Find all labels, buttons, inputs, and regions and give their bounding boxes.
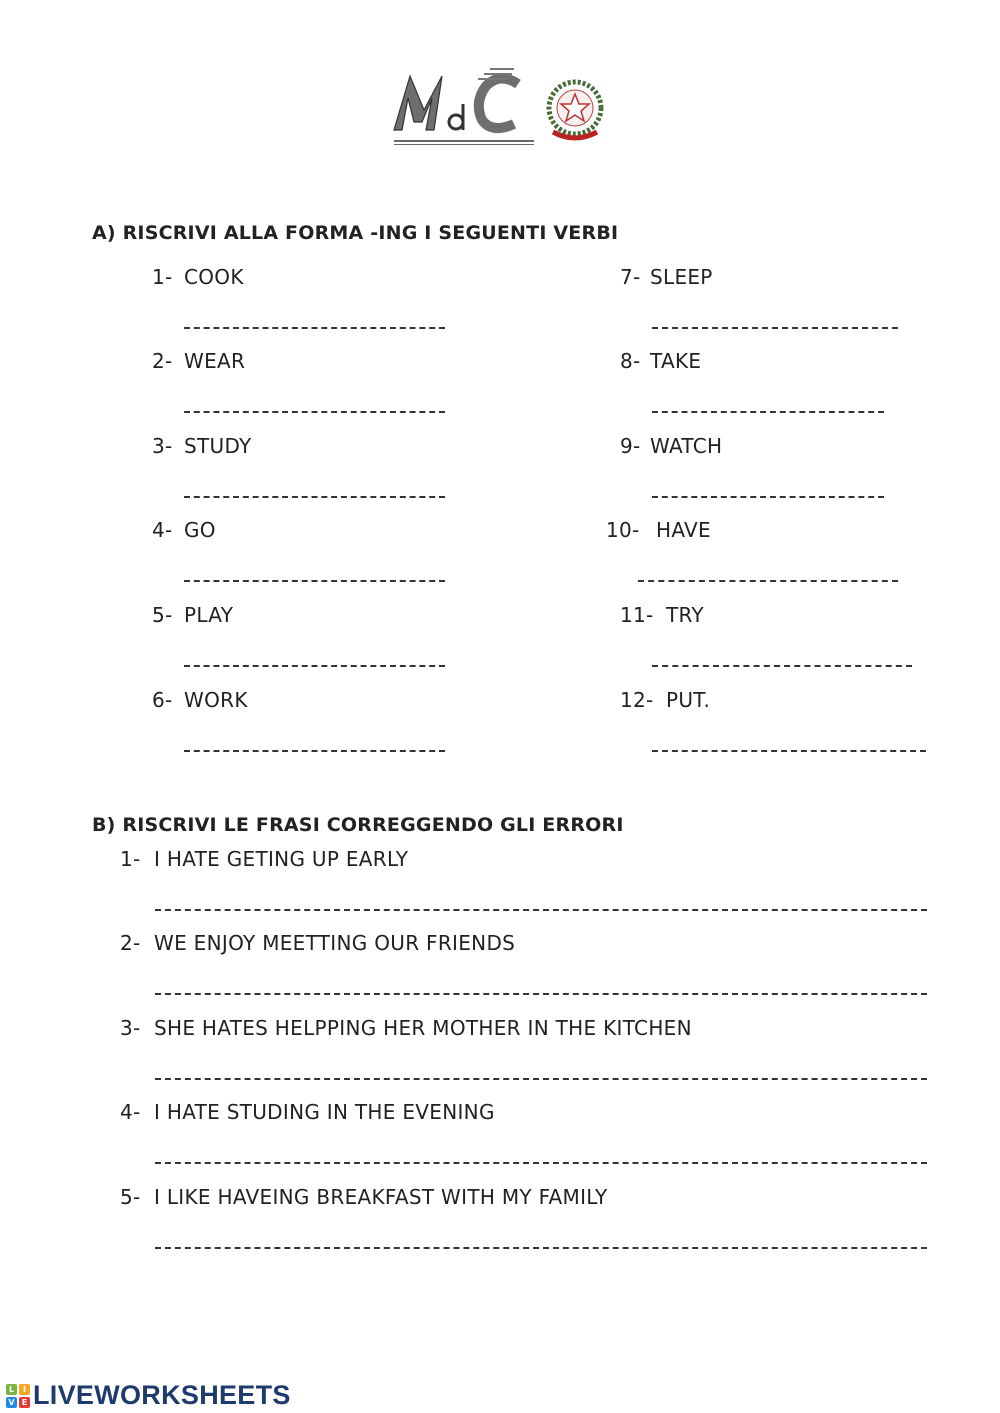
answer-field[interactable] (184, 580, 445, 582)
answer-field[interactable] (652, 665, 912, 667)
badge-letter: I (19, 1384, 30, 1395)
item-number: 6- (152, 688, 173, 712)
badge-letter: V (6, 1397, 17, 1408)
answer-field[interactable] (638, 580, 898, 582)
sentence: I HATE STUDING IN THE EVENING (154, 1100, 495, 1124)
item-number: 8- (620, 349, 641, 373)
answer-field[interactable] (184, 411, 445, 413)
verb: WEAR (184, 349, 246, 373)
verb: COOK (184, 265, 244, 289)
answer-field[interactable] (184, 750, 445, 752)
verb: STUDY (184, 434, 252, 458)
answer-field[interactable] (652, 750, 926, 752)
verb: GO (184, 518, 216, 542)
answer-field[interactable] (184, 327, 445, 329)
item-number: 5- (120, 1185, 141, 1209)
item-number: 5- (152, 603, 173, 627)
sentence: I LIKE HAVEING BREAKFAST WITH MY FAMILY (154, 1185, 608, 1209)
item-number: 3- (120, 1016, 141, 1040)
sentence: WE ENJOY MEETTING OUR FRIENDS (154, 931, 516, 955)
item-number: 7- (620, 265, 641, 289)
item-number: 11- (620, 603, 654, 627)
sentence: SHE HATES HELPPING HER MOTHER IN THE KITCHEN (154, 1016, 692, 1040)
answer-field[interactable] (155, 909, 927, 911)
section-b-title: B) RISCRIVI LE FRASI CORREGGENDO GLI ERRORI (92, 814, 624, 836)
answer-field[interactable] (652, 411, 884, 413)
item-number: 12- (620, 688, 654, 712)
item-number: 2- (152, 349, 173, 373)
verb: HAVE (656, 518, 711, 542)
verb: PLAY (184, 603, 234, 627)
item-number: 1- (152, 265, 173, 289)
verb: WORK (184, 688, 248, 712)
sentence: I HATE GETING UP EARLY (154, 847, 409, 871)
liveworksheets-logo (6, 1380, 291, 1411)
answer-field[interactable] (184, 665, 445, 667)
item-number: 4- (152, 518, 173, 542)
verb: SLEEP (650, 265, 713, 289)
item-number: 4- (120, 1100, 141, 1124)
answer-field[interactable] (155, 1162, 927, 1164)
item-number: 9- (620, 434, 641, 458)
answer-field[interactable] (184, 496, 445, 498)
answer-field[interactable] (155, 1247, 927, 1249)
brand-name: LIVEWORKSHEETS (33, 1380, 291, 1410)
item-number: 10- (606, 518, 640, 542)
answer-field[interactable] (652, 327, 898, 329)
item-number: 1- (120, 847, 141, 871)
verb: WATCH (650, 434, 723, 458)
school-logo (390, 64, 615, 154)
section-a-title: A) RISCRIVI ALLA FORMA -ING I SEGUENTI VERBI (92, 222, 619, 244)
answer-field[interactable] (652, 496, 884, 498)
item-number: 2- (120, 931, 141, 955)
answer-field[interactable] (155, 993, 927, 995)
verb: PUT. (666, 688, 711, 712)
badge-letter: L (6, 1384, 17, 1395)
live-badge-icon (6, 1384, 30, 1408)
item-number: 3- (152, 434, 173, 458)
verb: TAKE (650, 349, 702, 373)
badge-letter: E (19, 1397, 30, 1408)
answer-field[interactable] (155, 1078, 927, 1080)
verb: TRY (666, 603, 704, 627)
